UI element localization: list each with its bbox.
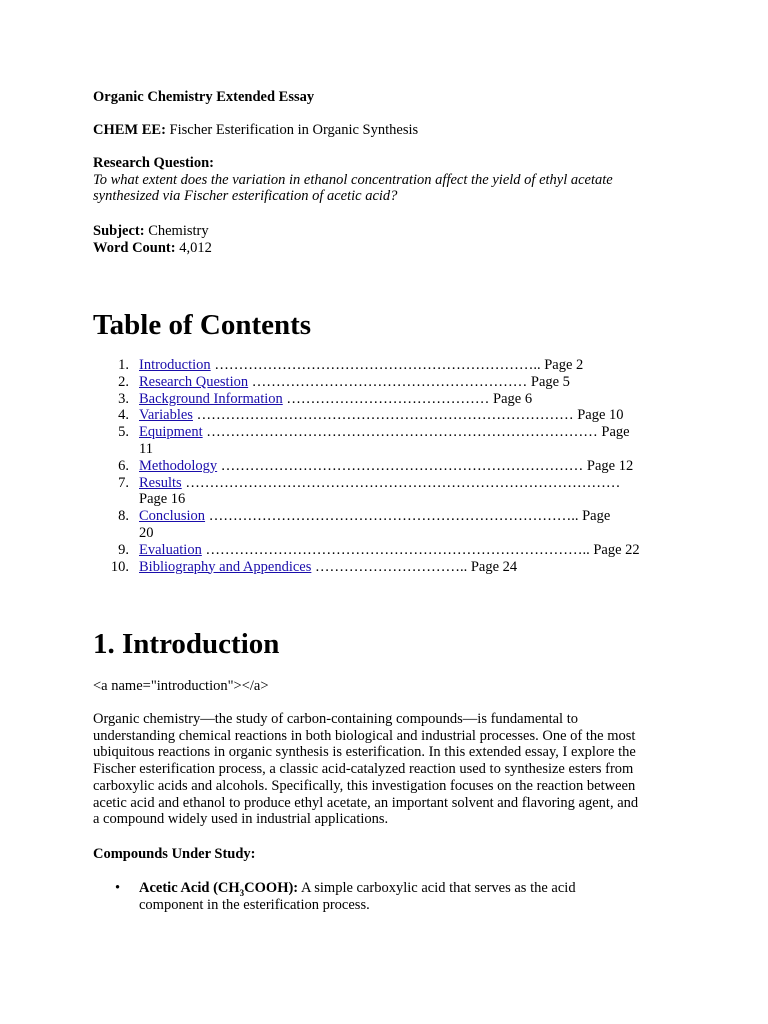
toc-item-2	[93, 374, 678, 391]
intro-anchor-wrapper	[93, 678, 678, 695]
toc-leader-and-page: ………………………………………………… Page 5	[248, 373, 570, 390]
intro-heading-wrapper	[93, 628, 678, 660]
intro-paragraph	[93, 711, 678, 828]
subject-wordcount	[93, 223, 678, 256]
intro-heading: 1. Introduction	[93, 628, 280, 660]
toc-list-wrapper	[93, 357, 678, 575]
toc-item-number: 5.	[118, 424, 129, 441]
intro-paragraph-line: acetic acid and ethanol to produce ethyl acetate, an important solvent and flavoring agent, and	[93, 794, 639, 811]
wordcount-label: Word Count:	[93, 239, 176, 256]
toc-item-number: 9.	[118, 541, 129, 558]
toc-item-9	[93, 542, 678, 559]
essay-title: Organic Chemistry Extended Essay	[93, 89, 315, 105]
toc-item-4	[93, 407, 678, 424]
toc-item-1	[93, 357, 678, 374]
research-question-label: Research Question:	[93, 155, 214, 171]
toc-link[interactable]: Introduction	[139, 357, 211, 373]
toc-item-10	[93, 559, 678, 576]
toc-page-continuation: 11	[139, 440, 153, 457]
intro-paragraph-line: ubiquitous reactions in organic synthesis is esterification. In this extended essay, I explore the	[93, 744, 636, 761]
toc-item-5	[93, 424, 678, 458]
compound-desc-line-2: component in the esterification process.	[139, 896, 370, 913]
toc-item-number: 8.	[118, 508, 129, 525]
toc-link[interactable]: Research Question	[139, 373, 249, 390]
bullet-icon: •	[115, 880, 121, 896]
toc-item-number: 1.	[118, 357, 129, 373]
toc-item-number: 4.	[118, 407, 129, 424]
wordcount-value: 4,012	[179, 239, 212, 256]
intro-paragraph-line: Fischer esterification process, a classic acid-catalyzed reaction used to synthesize esters from	[93, 761, 634, 778]
toc-leader-and-page: …………………………………………………………………… Page 10	[192, 407, 624, 424]
compounds-heading-wrapper	[93, 846, 678, 863]
toc-leader-and-page: ………………………….. Page 24	[311, 558, 518, 575]
toc-link[interactable]: Results	[139, 474, 182, 491]
toc-item-number: 7.	[118, 474, 129, 491]
toc-section	[93, 309, 678, 341]
toc-link[interactable]: Equipment	[139, 424, 203, 441]
intro-paragraph-line: understanding chemical reactions in both biological and industrial processes. One of the most	[93, 727, 636, 744]
intro-paragraph-line: carboxylic acids and alcohols. Specifically, this investigation focuses on the reaction between	[93, 777, 636, 794]
compound-name: Acetic Acid $(CH_3COOH)$:	[139, 880, 299, 898]
toc-leader-and-page: ………………………………………………………………… Page 12	[217, 457, 634, 474]
compounds-list-wrapper	[93, 880, 678, 913]
research-question-line-1: To what extent does the variation in ethanol concentration affect the yield of ethyl acetate	[93, 171, 613, 188]
toc-leader-and-page: …………………………………… Page 6	[282, 390, 533, 407]
toc-item-number: 2.	[118, 373, 129, 390]
toc-link[interactable]: Methodology	[139, 457, 218, 474]
toc-item-6	[93, 458, 678, 475]
toc-link[interactable]: Evaluation	[139, 541, 202, 558]
compounds-list	[93, 880, 678, 913]
toc-item-number: 3.	[118, 390, 129, 407]
chem-ee-value: Fischer Esterification in Organic Synthesis	[169, 122, 419, 138]
toc-item-8	[93, 508, 678, 542]
toc-leader-and-page: ………………………………………………………………….. Page	[205, 508, 611, 525]
toc-page-continuation: 20	[139, 524, 154, 541]
toc-item-7	[93, 475, 678, 509]
toc-item-3	[93, 391, 678, 408]
compound-desc-line-1: A simple carboxylic acid that serves as the acid	[298, 880, 576, 896]
list-item	[93, 880, 678, 913]
compounds-heading: Compounds Under Study:	[93, 846, 256, 862]
toc-link[interactable]: Conclusion	[139, 508, 206, 525]
toc-page-continuation: Page 16	[139, 491, 186, 508]
toc-list	[93, 357, 678, 575]
toc-link[interactable]: Background Information	[139, 390, 283, 407]
toc-link[interactable]: Variables	[139, 407, 193, 424]
intro-paragraph-line: a compound widely used in industrial applications.	[93, 811, 389, 828]
toc-item-number: 10.	[110, 558, 129, 575]
chem-ee-line	[93, 122, 678, 139]
toc-leader-and-page: ………………………………………………………….. Page 2	[210, 357, 584, 373]
research-question-line-2: synthesized via Fischer esterification of acetic acid?	[93, 188, 398, 204]
toc-leader-and-page: ………………………………………………………………………………	[181, 474, 621, 491]
toc-leader-and-page: …………………………………………………………………….. Page 22	[201, 541, 640, 558]
research-question	[93, 155, 678, 205]
toc-heading: Table of Contents	[93, 309, 312, 341]
intro-anchor-text: <a name="introduction"></a>	[93, 678, 269, 694]
subject-value: Chemistry	[148, 223, 209, 239]
toc-item-number: 6.	[118, 457, 129, 474]
intro-paragraph-line: Organic chemistry—the study of carbon-containing compounds—is fundamental to	[93, 711, 578, 727]
subject-label: Subject:	[93, 223, 145, 239]
chem-ee-label: CHEM EE:	[93, 122, 166, 138]
toc-leader-and-page: ……………………………………………………………………… Page	[202, 424, 630, 441]
toc-link[interactable]: Bibliography and Appendices	[139, 558, 312, 575]
